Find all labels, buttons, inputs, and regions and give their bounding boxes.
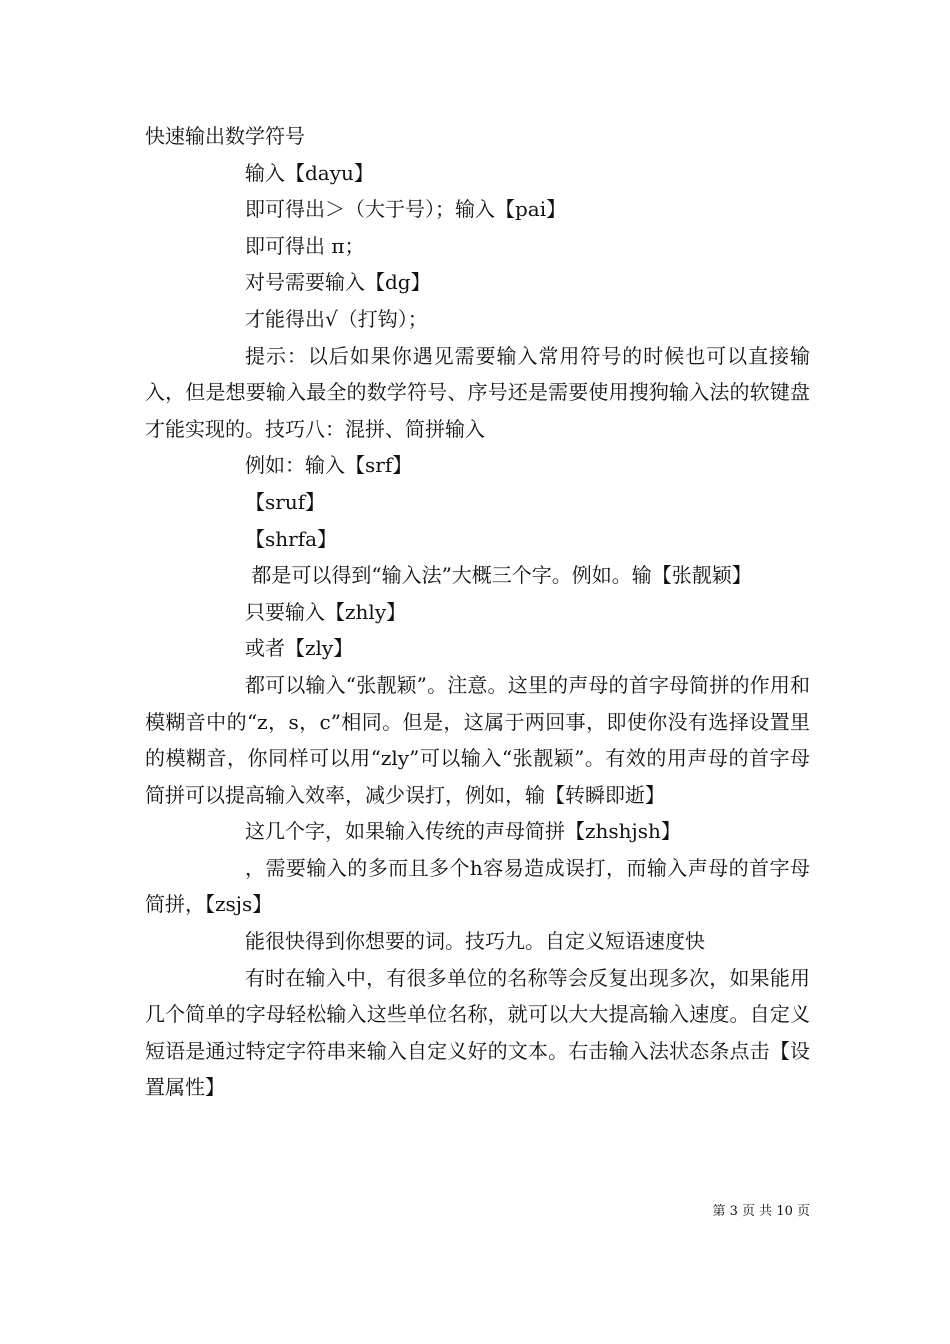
paragraph: 【shrfa】 (245, 526, 338, 551)
paragraph: 有时在输入中，有很多单位的名称等会反复出现多次，如果能用几个简单的字母轻松输入这些单位名称，就可以大大提高输入速度。自定义短语是通过特定字符串来输入自定义好的文本。右击输入法状态条点击【设置属性】 (145, 965, 810, 1100)
paragraph: 都是可以得到“输入法”大概三个字。例如。输【张靓颖】 (245, 563, 752, 588)
paragraph: 即可得出＞（大于号）；输入【pai】 (245, 197, 567, 222)
paragraph: 输入【dayu】 (245, 160, 374, 185)
paragraph: 即可得出 π； (245, 233, 365, 258)
document-body (145, 118, 810, 1106)
paragraph: 这几个字，如果输入传统的声母简拼【zhshjsh】 (245, 819, 681, 844)
paragraph: 对号需要输入【dg】 (245, 270, 431, 295)
paragraph: 都可以输入“张靓颖”。注意。这里的声母的首字母简拼的作用和模糊音中的“z，s，c”相同。但是，这属于两回事，即使你没有选择设置里的模糊音，你同样可以用“zly”可以输入“张靓颖”。有效的用声母的首字母简拼可以提高输入效率，减少误打，例如，输【转瞬即逝】 (145, 672, 810, 807)
paragraph: 或者【zly】 (245, 636, 354, 661)
paragraph: 才能得出√（打钩）； (245, 306, 428, 331)
paragraph: 提示：以后如果你遇见需要输入常用符号的时候也可以直接输入，但是想要输入最全的数学符号、序号还是需要使用搜狗输入法的软键盘才能实现的。技巧八：混拼、简拼输入 (145, 343, 810, 441)
paragraph: ，需要输入的多而且多个h容易造成误打，而输入声母的首字母简拼，【zsjs】 (145, 855, 810, 917)
paragraph: 只要输入【zhly】 (245, 599, 407, 624)
paragraph-heading: 快速输出数学符号 (145, 124, 305, 148)
page-number-footer: 第 3 页 共 10 页 (712, 1204, 810, 1219)
paragraph: 例如：输入【srf】 (245, 453, 413, 478)
paragraph: 能很快得到你想要的词。技巧九。自定义短语速度快 (245, 929, 705, 954)
paragraph: 【sruf】 (245, 489, 326, 514)
